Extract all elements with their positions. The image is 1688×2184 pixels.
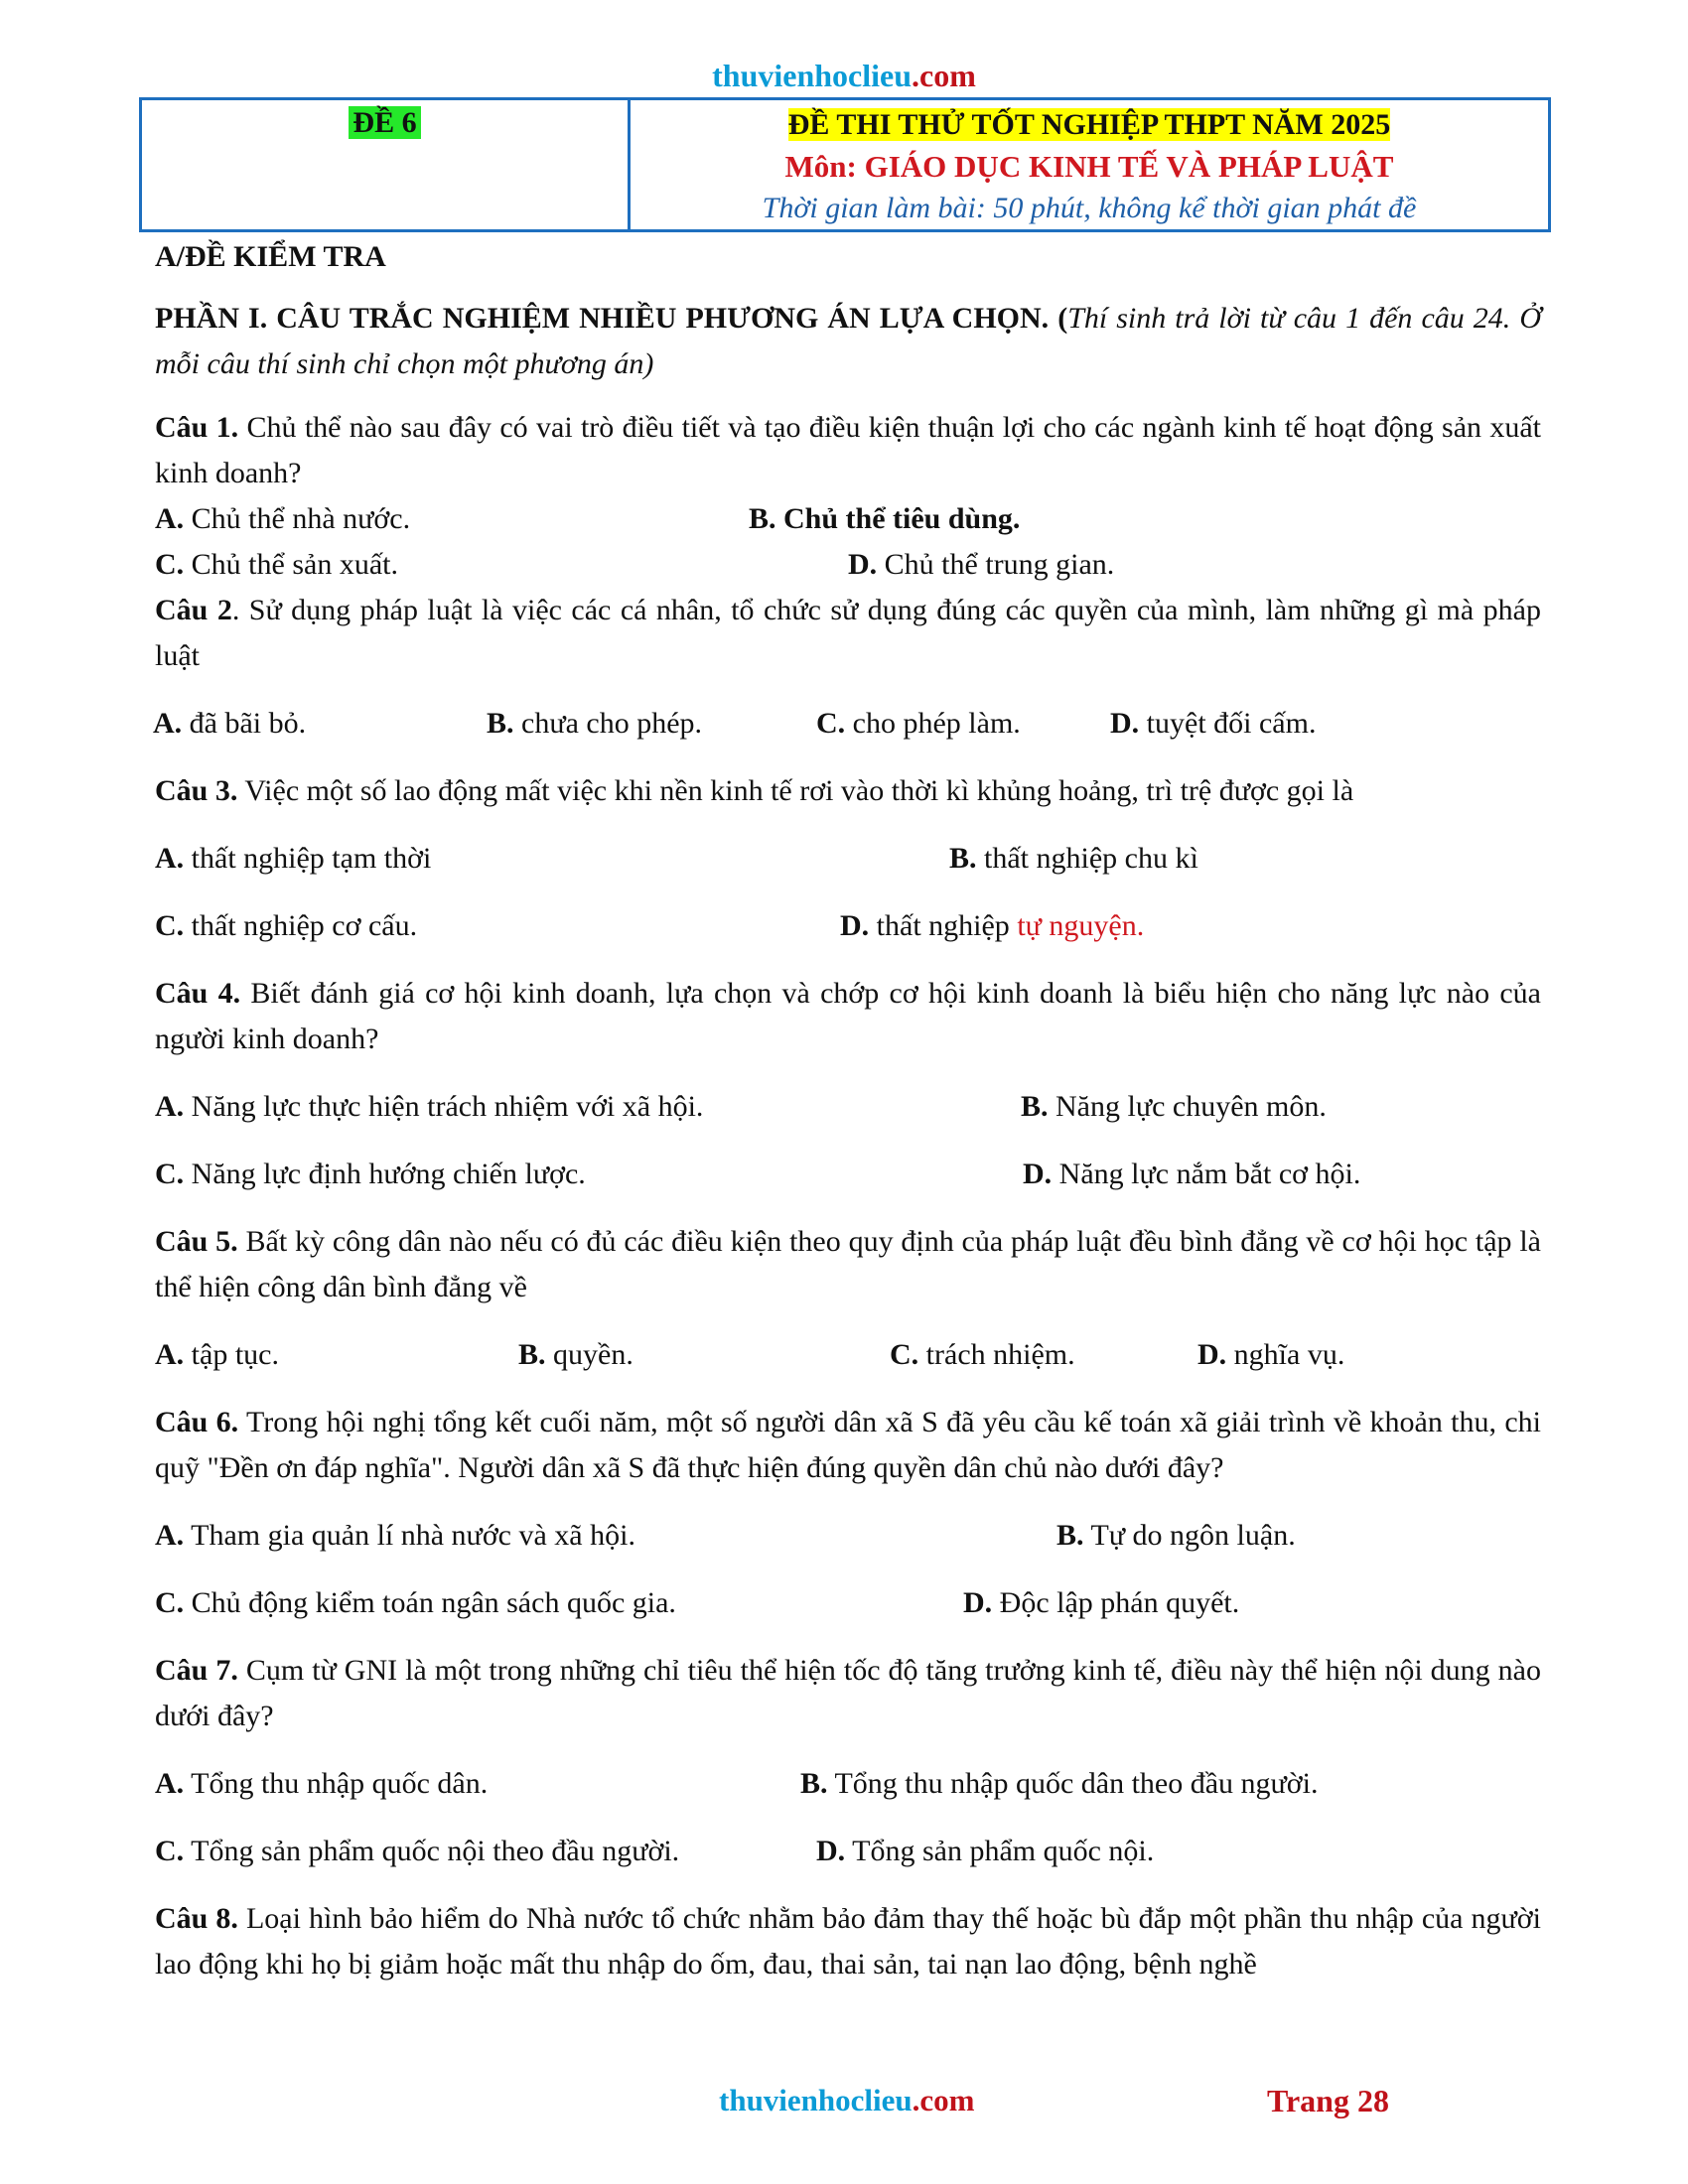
exam-code-cell xyxy=(142,100,631,229)
exam-subject: Môn: GIÁO DỤC KINH TẾ VÀ PHÁP LUẬT xyxy=(784,149,1394,184)
option: B. quyền. xyxy=(518,1338,633,1371)
option: A. Tham gia quản lí nhà nước và xã hội. xyxy=(155,1519,635,1552)
option: B. thất nghiệp chu kì xyxy=(949,842,1198,875)
footer-site: thuvienhoclieu.com xyxy=(719,2083,975,2117)
option: D. thất nghiệp tự nguyện. xyxy=(840,909,1145,942)
option: C. Tổng sản phẩm quốc nội theo đầu người. xyxy=(155,1835,680,1867)
option: D. nghĩa vụ. xyxy=(1197,1338,1345,1371)
site-header xyxy=(0,58,1688,94)
question-6: Câu 6. Trong hội nghị tổng kết cuối năm, một số người dân xã S đã yêu cầu kế toán xã giải trình về khoản thu, chi quỹ "Đền ơn đáp nghĩa". Người dân xã S đã thực hiện đúng quyền dân chủ nào dưới đây? xyxy=(155,1406,1541,1484)
option: B. Năng lực chuyên môn. xyxy=(1021,1090,1327,1123)
option: D. Tổng sản phẩm quốc nội. xyxy=(816,1835,1155,1867)
page-number: Trang 28 xyxy=(1267,2083,1389,2118)
question-1: Câu 1. Chủ thể nào sau đây có vai trò điều tiết và tạo điều kiện thuận lợi cho các ngành kinh tế hoạt động sản xuất kinh doanh? xyxy=(155,411,1541,489)
option: A. Tổng thu nhập quốc dân. xyxy=(155,1767,489,1800)
option: B. Chủ thể tiêu dùng. xyxy=(749,502,1021,535)
option: B. chưa cho phép. xyxy=(487,707,703,740)
question-2: Câu 2. Sử dụng pháp luật là việc các cá nhân, tổ chức sử dụng đúng các quyền của mình, làm những gì mà pháp luật xyxy=(155,594,1541,672)
question-6-options-row-2 xyxy=(155,1580,1541,1626)
option: C. Năng lực định hướng chiến lược. xyxy=(155,1158,586,1190)
exam-code: ĐỀ 6 xyxy=(349,106,420,139)
option: B. Tự do ngôn luận. xyxy=(1056,1519,1296,1552)
option: A. thất nghiệp tạm thời xyxy=(155,842,432,875)
question-6-options-row-1 xyxy=(155,1513,1541,1559)
option: A. Năng lực thực hiện trách nhiệm với xã hội. xyxy=(155,1090,704,1123)
question-2-options xyxy=(155,701,1541,747)
question-1-options-row-1 xyxy=(155,496,1541,542)
option: A. tập tục. xyxy=(155,1338,279,1371)
option: C. trách nhiệm. xyxy=(890,1338,1075,1371)
question-3-options-row-1 xyxy=(155,836,1541,882)
question-8: Câu 8. Loại hình bảo hiểm do Nhà nước tổ chức nhằm bảo đảm thay thế hoặc bù đắp một phần thu nhập của người lao động khi họ bị giảm hoặc mất thu nhập do ốm, đau, thai sản, tai nạn lao động, bệnh nghề xyxy=(155,1902,1541,1980)
option: A. Chủ thể nhà nước. xyxy=(155,502,411,535)
question-3-options-row-2 xyxy=(155,903,1541,949)
option: D. tuyệt đối cấm. xyxy=(1110,707,1317,740)
option: B. Tổng thu nhập quốc dân theo đầu người. xyxy=(800,1767,1319,1800)
question-7-options-row-1 xyxy=(155,1761,1541,1807)
option: C. Chủ thể sản xuất. xyxy=(155,548,398,581)
section-heading: A/ĐỀ KIỂM TRA xyxy=(155,240,386,273)
exam-header-table xyxy=(139,97,1551,232)
site-name: thuvienhoclieu xyxy=(712,58,913,93)
option: C. Chủ động kiểm toán ngân sách quốc gia. xyxy=(155,1586,676,1619)
option: A. đã bãi bỏ. xyxy=(153,707,307,740)
exam-info-cell xyxy=(631,100,1548,229)
question-5: Câu 5. Bất kỳ công dân nào nếu có đủ các điều kiện theo quy định của pháp luật đều bình đẳng về cơ hội học tập là thể hiện công dân bình đẳng về xyxy=(155,1225,1541,1303)
question-4-options-row-2 xyxy=(155,1152,1541,1197)
site-domain: .com xyxy=(912,58,976,93)
part-heading: PHẦN I. CÂU TRẮC NGHIỆM NHIỀU PHƯƠNG ÁN LỰA CHỌN. (Thí sinh trả lời từ câu 1 đến câu 24. Ở mỗi câu thí sinh chỉ chọn một phương án) xyxy=(155,302,1541,380)
exam-content xyxy=(155,234,1541,1987)
option: C. thất nghiệp cơ cấu. xyxy=(155,909,418,942)
question-4-options-row-1 xyxy=(155,1084,1541,1130)
option: C. cho phép làm. xyxy=(816,707,1021,740)
option: D. Chủ thể trung gian. xyxy=(848,548,1115,581)
question-7: Câu 7. Cụm từ GNI là một trong những chỉ tiêu thể hiện tốc độ tăng trưởng kinh tế, điều này thể hiện nội dung nào dưới đây? xyxy=(155,1654,1541,1732)
exam-time: Thời gian làm bài: 50 phút, không kể thời gian phát đề xyxy=(762,192,1417,224)
question-5-options xyxy=(155,1332,1541,1378)
question-3: Câu 3. Việc một số lao động mất việc khi nền kinh tế rơi vào thời kì khủng hoảng, trì trệ được gọi là xyxy=(155,774,1354,807)
question-7-options-row-2 xyxy=(155,1829,1541,1874)
option: D. Độc lập phán quyết. xyxy=(963,1586,1240,1619)
option: D. Năng lực nắm bắt cơ hội. xyxy=(1023,1158,1361,1190)
exam-title: ĐỀ THI THỬ TỐT NGHIỆP THPT NĂM 2025 xyxy=(787,108,1391,141)
question-1-options-row-2 xyxy=(155,542,1541,588)
question-4: Câu 4. Biết đánh giá cơ hội kinh doanh, lựa chọn và chớp cơ hội kinh doanh là biểu hiện cho năng lực nào của người kinh doanh? xyxy=(155,977,1541,1055)
